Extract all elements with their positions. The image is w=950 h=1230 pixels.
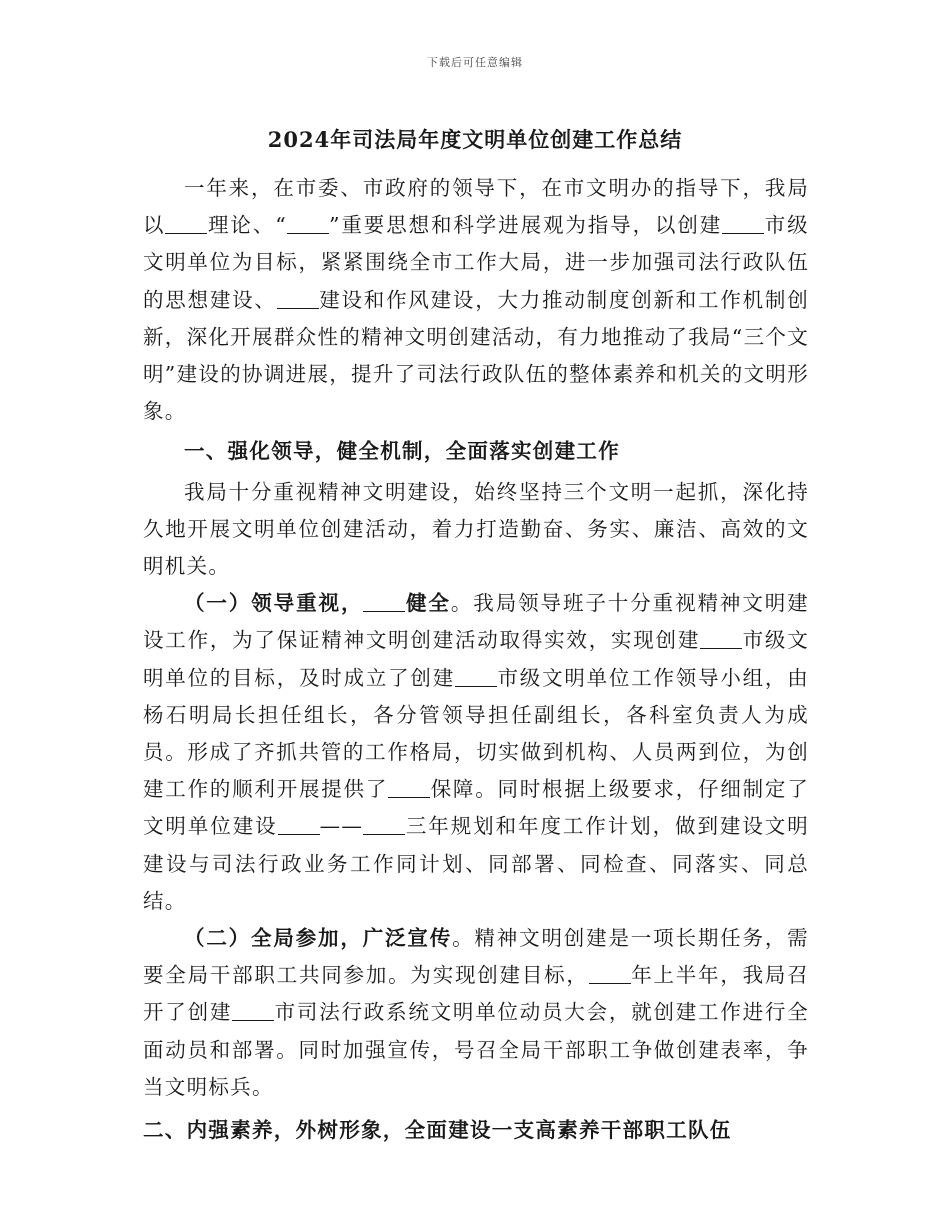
fill-blank: [232, 1001, 274, 1022]
fill-blank: [700, 629, 742, 650]
fill-blank: [722, 214, 764, 235]
fill-blank: [277, 288, 319, 309]
fill-blank: [278, 815, 320, 836]
fill-blank: [363, 815, 405, 836]
fill-blank: [388, 778, 430, 799]
fill-blank: [165, 214, 207, 235]
document-body: [143, 170, 809, 1152]
subheading-participation: （二）全局参加，广泛宣传: [184, 926, 453, 951]
subheading-leadership: （一）领导重视，: [184, 591, 364, 616]
fill-blank: [589, 964, 631, 985]
document-title: 2024年司法局年度文明单位创建工作总结: [267, 127, 683, 152]
section-heading-2: 二、内强素养，外树形象，全面建设一支高素养干部职工队伍: [143, 1118, 732, 1143]
paragraph-intro: 一年来，在市委、市政府的领导下，在市文明办的指导下，我局以 理论、“ ”重要思想和科学进展观为指导，以创建 市级文明单位为目标，紧紧围绕全市工作大局，进一步加强司法行政队伍的思想建设、 建设和作风建设，大力推动制度创新和工作机制创新，深化开展群众性的精神文明创建活动，有力地推动了我局“三个文明”建设的协调进展，提升了司法行政队伍的整体素养和机关的文明形象。: [143, 176, 809, 424]
fill-blank: [363, 592, 405, 613]
fill-blank: [455, 666, 497, 687]
paragraph-section-1-intro: 我局十分重视精神文明建设，始终坚持三个文明一起抓，深化持久地开展文明单位创建活动，着力打造勤奋、务实、廉洁、高效的文明机关。: [143, 479, 809, 579]
section-heading-1: 一、强化领导，健全机制，全面落实创建工作: [184, 439, 620, 464]
fill-blank: [287, 214, 329, 235]
header-note: 下载后可任意编辑: [427, 56, 523, 69]
paragraph-participation: （二）全局参加，广泛宣传。精神文明创建是一项长期任务，需要全局干部职工共同参加。为实现创建目标， 年上半年，我局召开了创建 市司法行政系统文明单位动员大会，就创建工作进行全面动员和部署。同时加强宣传，号召全局干部职工争做创建表率，争当文明标兵。: [143, 926, 809, 1099]
paragraph-leadership: （一）领导重视， 健全。我局领导班子十分重视精神文明建设工作，为了保证精神文明创建活动取得实效，实现创建 市级文明单位的目标，及时成立了创建 市级文明单位工作领导小组，由杨石明局长担任组长，各分管领导担任副组长，各科室负责人为成员。形成了齐抓共管的工作格局，切实做到机构、人员两到位，为创建工作的顺利开展提供了 保障。同时根据上级要求，仔细制定了文明单位建设 —— 三年规划和年度工作计划，做到建设文明建设与司法行政业务工作同计划、同部署、同检查、同落实、同总结。: [143, 591, 810, 913]
